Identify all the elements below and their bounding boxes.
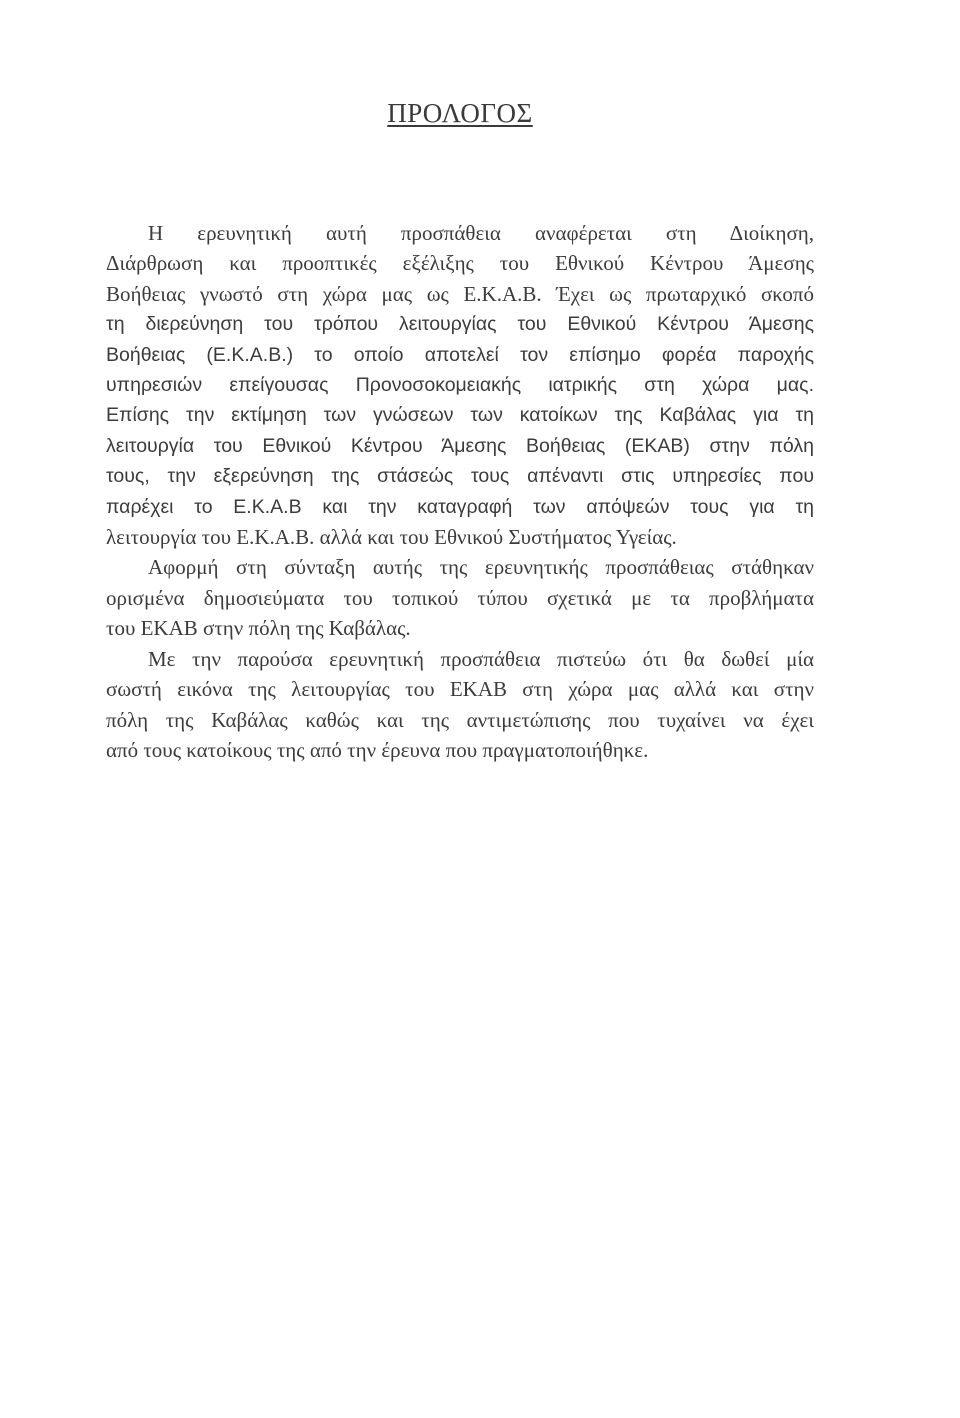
text-line: τη διερεύνηση του τρόπου λειτουργίας του Εθνικού Κέντρου Άμεσης xyxy=(106,313,814,336)
text-line: υπηρεσιών επείγουσας Προνοσοκομειακής ιατρικής στη χώρα μας. xyxy=(106,374,814,397)
paragraph-2 xyxy=(106,552,814,643)
text-line: Με την παρούσα ερευνητική προσπάθεια πιστεύω ότι θα δωθεί μία xyxy=(148,646,814,671)
document-body xyxy=(106,218,814,765)
text-line: λειτουργία του Εθνικού Κέντρου Άμεσης Βοήθειας (ΕΚΑΒ) στην πόλη xyxy=(106,434,814,457)
text-line: ορισμένα δημοσιεύματα του τοπικού τύπου σχετικά με τα προβλήματα xyxy=(106,585,814,610)
text-line: σωστή εικόνα της λειτουργίας του ΕΚΑΒ στη χώρα μας αλλά και στην xyxy=(106,677,814,702)
paragraph-3 xyxy=(106,644,814,766)
text-line: λειτουργία του Ε.Κ.Α.Β. αλλά και του Εθνικού Συστήματος Υγείας. xyxy=(106,525,677,550)
text-line: Η ερευνητική αυτή προσπάθεια αναφέρεται στη Διοίκηση, xyxy=(148,221,814,245)
page-title: ΠΡΟΛΟΓΟΣ xyxy=(387,98,533,128)
text-line: Αφορμή στη σύνταξη αυτής της ερευνητικής προσπάθειας στάθηκαν xyxy=(148,555,814,580)
text-line: τους, την εξερεύνηση της στάσεώς τους απέναντι στις υπηρεσίες που xyxy=(106,465,814,488)
text-line: Βοήθειας γνωστό στη χώρα μας ως Ε.Κ.Α.Β. Έχει ως πρωταρχικό σκοπό xyxy=(106,281,814,306)
text-line: Βοήθειας (Ε.Κ.Α.Β.) το οποίο αποτελεί τον επίσημο φορέα παροχής xyxy=(106,343,814,366)
text-line: παρέχει το Ε.Κ.Α.Β και την καταγραφή των απόψεών τους για τη xyxy=(106,495,814,518)
text-line: του ΕΚΑΒ στην πόλη της Καβάλας. xyxy=(106,616,411,641)
text-line: Επίσης την εκτίμηση των γνώσεων των κατοίκων της Καβάλας για τη xyxy=(106,404,814,427)
text-line: πόλη της Καβάλας καθώς και της αντιμετώπισης που τυχαίνει να έχει xyxy=(106,707,814,732)
text-line: από τους κατοίκους της από την έρευνα που πραγματοποιήθηκε. xyxy=(106,737,649,762)
text-line: Διάρθρωση και προοπτικές εξέλιξης του Εθνικού Κέντρου Άμεσης xyxy=(106,251,814,276)
paragraph-1 xyxy=(106,218,814,552)
